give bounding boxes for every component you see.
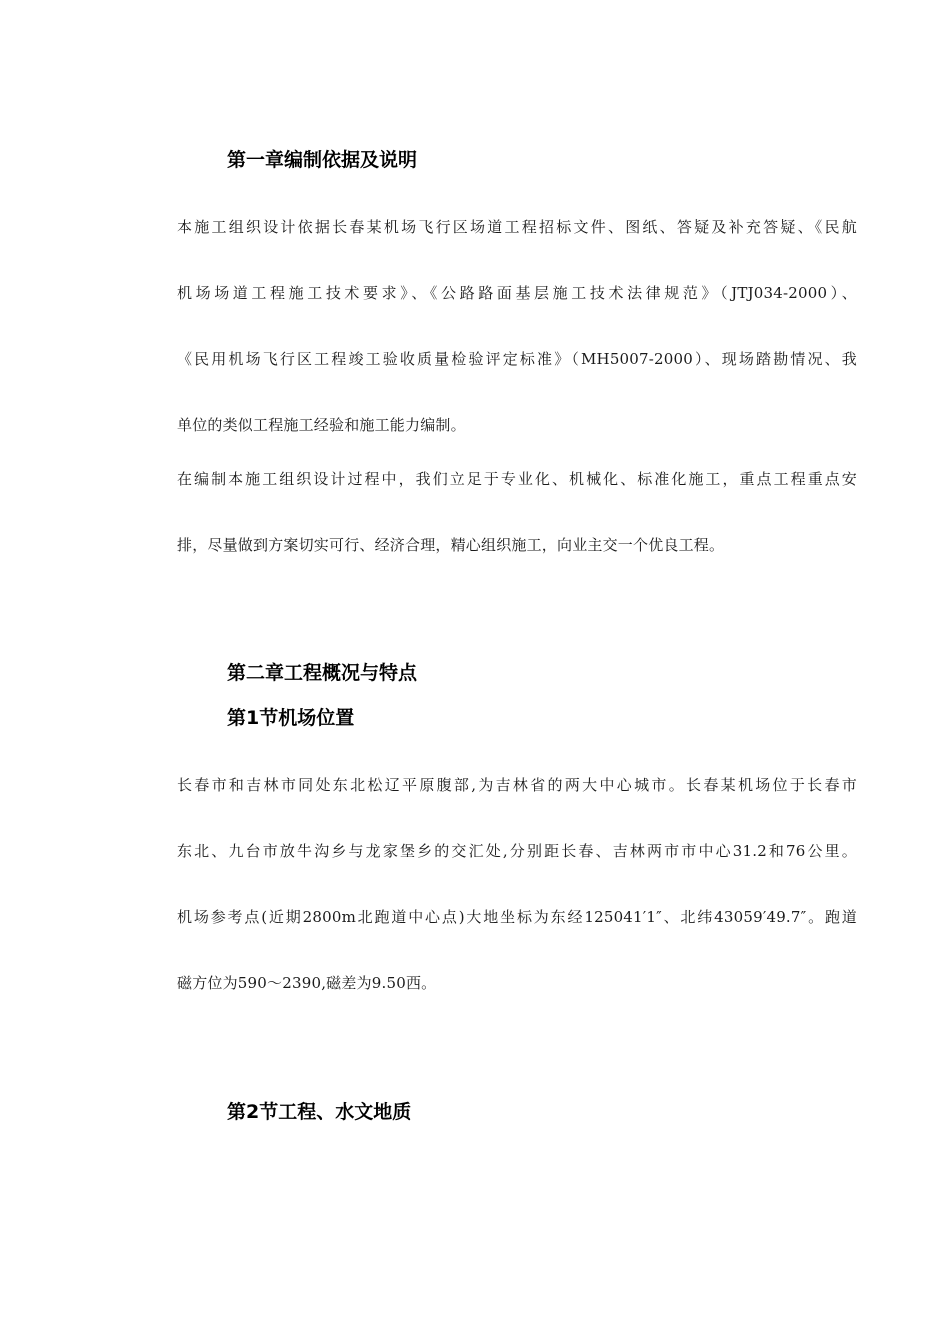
chapter-1-para-1-line-1: 本施工组织设计依据长春某机场飞行区场道工程招标文件、图纸、答疑及补充答疑、《民航 bbox=[177, 218, 857, 236]
chapter-1-para-1-line-4: 单位的类似工程施工经验和施工能力编制。 bbox=[177, 416, 466, 434]
section-1-line-2: 东北、九台市放牛沟乡与龙家堡乡的交汇处,分别距长春、吉林两市市中心31.2和76公里。 bbox=[177, 842, 857, 860]
section-2-title: 第2节工程、水文地质 bbox=[227, 1101, 412, 1123]
chapter-2-title: 第二章工程概况与特点 bbox=[227, 662, 418, 684]
section-1-line-4: 磁方位为590～2390,磁差为9.50西。 bbox=[177, 974, 437, 992]
chapter-1-para-2-line-2: 排，尽量做到方案切实可行、经济合理，精心组织施工，向业主交一个优良工程。 bbox=[177, 536, 725, 554]
chapter-1-title: 第一章编制依据及说明 bbox=[227, 149, 418, 171]
chapter-1-para-1-line-2: 机场场道工程施工技术要求》、《公路路面基层施工技术法律规范》（JTJ034-2000）、 bbox=[177, 284, 857, 302]
section-1-title: 第1节机场位置 bbox=[227, 707, 355, 729]
chapter-1-para-2-line-1: 在编制本施工组织设计过程中，我们立足于专业化、机械化、标准化施工，重点工程重点安 bbox=[177, 470, 857, 488]
section-1-line-1: 长春市和吉林市同处东北松辽平原腹部,为吉林省的两大中心城市。长春某机场位于长春市 bbox=[177, 776, 857, 794]
chapter-1-para-1-line-3: 《民用机场飞行区工程竣工验收质量检验评定标准》（MH5007-2000）、现场踏勘情况、我 bbox=[177, 350, 857, 368]
section-1-line-3: 机场参考点(近期2800m北跑道中心点)大地坐标为东经125041′1″、北纬43059′49.7″。跑道 bbox=[177, 908, 857, 926]
